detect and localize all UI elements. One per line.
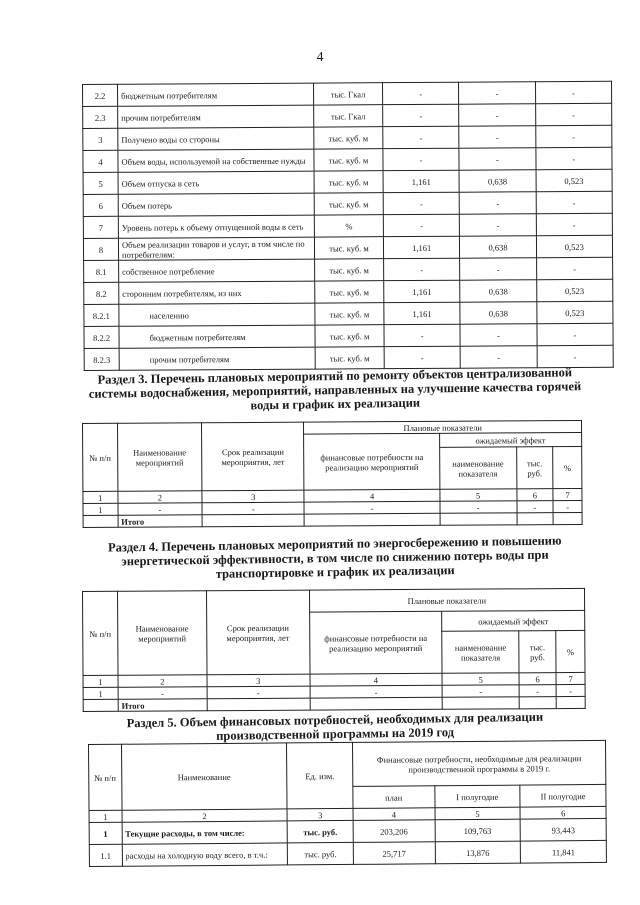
row-name: Текущие расходы, в том числе: — [122, 821, 288, 844]
cell: - — [304, 501, 440, 514]
row-value-h1: - — [460, 324, 536, 346]
col-no: № п/п — [89, 744, 122, 810]
row-value-plan: - — [383, 104, 459, 126]
row-value-h1: - — [460, 214, 536, 236]
cell: - — [207, 686, 310, 699]
row-value-h2: - — [536, 257, 612, 279]
total-row — [83, 696, 585, 711]
num-cell: 6 — [520, 806, 606, 819]
col-rub: тыс. руб. — [519, 631, 556, 673]
cell: - — [519, 685, 556, 697]
row-number: 8.2 — [84, 282, 119, 304]
col-plan: Плановые показатели — [309, 588, 585, 612]
col-name: Наименование мероприятий — [117, 591, 206, 676]
section-3-plan-table — [82, 420, 583, 528]
table-row — [83, 169, 612, 194]
row-unit: тыс. куб. м — [315, 325, 384, 347]
row-number: 8.2.3 — [84, 348, 119, 370]
col-effect: ожидаемый эффект — [439, 432, 581, 447]
row-name: населению — [119, 303, 315, 326]
row-unit: % — [314, 215, 383, 237]
row-name: Уровень потерь к объему отпущенной воды в сеть — [118, 215, 314, 238]
num-cell: 7 — [553, 488, 582, 500]
row-value-h1: 0,638 — [460, 280, 536, 302]
row-value-h2: - — [535, 103, 611, 125]
total-label: Итого — [118, 515, 203, 528]
col-pct: % — [556, 630, 585, 672]
row-number: 2.3 — [83, 106, 118, 128]
col-no: № п/п — [83, 423, 118, 491]
row-unit: тыс. куб. м — [314, 237, 383, 259]
row-number: 8.2.2 — [84, 326, 119, 348]
total-label: Итого — [118, 699, 207, 712]
row-name: прочим потребителям — [119, 347, 315, 370]
financial-needs-table — [88, 740, 607, 867]
cell: - — [516, 501, 553, 513]
row-name: сторонним потребителям, из них — [119, 281, 315, 304]
col-plan: Плановые показатели — [304, 420, 582, 434]
row-number: 3 — [83, 128, 118, 150]
table-row — [84, 257, 613, 282]
table-row — [84, 323, 613, 348]
row-value-plan: - — [383, 126, 459, 148]
row-value-h1: 0,638 — [460, 302, 536, 324]
col-h1: I полугодие — [434, 785, 520, 808]
row-value-h1: 109,763 — [435, 819, 521, 842]
table-row — [83, 81, 612, 106]
row-name: прочим потребителям — [118, 105, 314, 128]
num-cell: 6 — [516, 489, 553, 501]
row-value-plan: - — [383, 214, 459, 236]
table-row — [84, 279, 613, 304]
total-row — [83, 512, 582, 527]
section-4-plan-table — [82, 588, 586, 712]
col-unit: Ед. изм. — [287, 742, 353, 809]
row-unit: тыс. руб. — [287, 820, 353, 843]
table-row — [83, 147, 612, 172]
num-cell: 1 — [83, 491, 118, 503]
num-cell: 3 — [287, 808, 353, 821]
row-name: бюджетным потребителям — [119, 325, 315, 348]
col-fin: Финансовые потребности, необходимые для реализации производственной программы в 2019 г. — [352, 740, 605, 786]
row-value-h2: - — [536, 213, 612, 235]
cell: - — [442, 685, 519, 697]
cell: 1 — [83, 503, 118, 515]
row-value-h1: 0,638 — [459, 170, 535, 192]
row-value-h1: - — [459, 126, 535, 148]
volume-table — [82, 81, 614, 371]
col-name: Наименование — [121, 743, 287, 810]
num-cell: 5 — [440, 489, 517, 501]
num-cell: 6 — [519, 673, 556, 685]
cell: - — [118, 503, 203, 516]
row-value-plan: - — [383, 192, 459, 214]
row-value-plan: 1,161 — [384, 302, 460, 324]
num-cell: 2 — [122, 809, 288, 822]
row-value-h1: - — [459, 148, 535, 170]
row-value-h2: - — [536, 191, 612, 213]
row-value-h1: - — [459, 82, 535, 104]
row-value-h1: - — [460, 258, 536, 280]
row-value-h2: 0,523 — [536, 301, 612, 323]
cell: - — [310, 685, 443, 698]
row-unit: тыс. куб. м — [314, 149, 383, 171]
row-value-plan: 1,161 — [383, 170, 459, 192]
row-value-plan: - — [384, 346, 460, 368]
row-number: 8 — [83, 238, 118, 260]
num-cell: 4 — [310, 673, 443, 686]
row-value-h2: 11,841 — [521, 840, 607, 863]
row-unit: тыс. куб. м — [315, 347, 384, 369]
cell: - — [556, 684, 585, 696]
row-value-plan: 203,206 — [353, 820, 435, 843]
col-effect: ожидаемый эффект — [442, 610, 585, 631]
row-unit: тыс. куб. м — [315, 281, 384, 303]
row-unit: тыс. Гкал — [314, 105, 383, 127]
row-value-h1: - — [460, 346, 536, 368]
row-unit: тыс. Гкал — [313, 83, 382, 105]
row-name: собственное потребление — [119, 259, 315, 282]
col-fin: финансовые потребности на реализацию мероприятий — [304, 433, 440, 490]
row-number: 2.2 — [83, 84, 118, 106]
table-row — [83, 125, 612, 150]
section-3-title: Раздел 3. Перечень плановых мероприятий по ремонту объектов централизованной системы водоснабжения, мероприятий, направленных на улучшение качества горячей воды и график их реализации — [88, 365, 582, 413]
row-name: Объем потерь — [118, 193, 314, 216]
row-value-h2: 0,523 — [536, 169, 612, 191]
row-number: 7 — [83, 216, 118, 238]
row-value-plan: 1,161 — [383, 236, 459, 258]
col-h2: II полугодие — [520, 784, 606, 807]
col-plan: план — [353, 786, 435, 809]
row-number: 1 — [89, 822, 122, 844]
col-indicator: наименование показателя — [440, 447, 517, 489]
num-cell: 4 — [353, 808, 435, 821]
row-unit: тыс. куб. м — [315, 259, 384, 281]
table-row — [84, 301, 613, 326]
col-fin: финансовые потребности на реализацию мероприятий — [309, 611, 442, 674]
row-value-h1: - — [459, 192, 535, 214]
num-cell: 1 — [89, 810, 122, 822]
row-name: Объем реализации товаров и услуг, в том числе по потребителям: — [118, 237, 314, 260]
num-cell: 1 — [83, 675, 118, 687]
num-cell: 2 — [118, 491, 203, 504]
num-cell: 3 — [202, 490, 304, 503]
num-cell: 5 — [435, 807, 521, 820]
row-value-h2: - — [537, 323, 613, 345]
col-indicator: наименование показателя — [442, 631, 519, 673]
table-row — [83, 191, 612, 216]
num-cell: 3 — [207, 674, 310, 687]
num-cell: 7 — [556, 672, 585, 684]
cell: - — [202, 502, 304, 515]
row-value-plan: 25,717 — [353, 842, 435, 865]
table-row — [83, 103, 612, 128]
row-value-h2: - — [537, 345, 613, 367]
row-value-h1: - — [459, 104, 535, 126]
cell: - — [553, 500, 582, 512]
table-row — [83, 213, 612, 238]
row-unit: тыс. руб. — [288, 842, 354, 865]
row-name: бюджетным потребителям — [118, 83, 314, 106]
row-number: 8.2.1 — [84, 304, 119, 326]
row-value-h2: - — [535, 81, 611, 103]
row-value-plan: - — [383, 148, 459, 170]
row-unit: тыс. куб. м — [314, 171, 383, 193]
row-name: Объем отпуска в сеть — [118, 171, 314, 194]
row-value-h2: 93,443 — [520, 818, 606, 841]
row-name: Получено воды со стороны — [118, 127, 314, 150]
row-value-plan: - — [384, 324, 460, 346]
row-number: 6 — [83, 194, 118, 216]
row-value-h2: 0,523 — [536, 235, 612, 257]
col-name: Наименование мероприятий — [117, 423, 202, 492]
num-cell: 4 — [304, 489, 440, 502]
table-row — [89, 840, 606, 866]
row-value-plan: - — [384, 258, 460, 280]
row-name: Объем воды, используемой на собственные нужды — [118, 149, 314, 172]
row-number: 8.1 — [84, 260, 119, 282]
row-number: 1.1 — [89, 844, 122, 866]
col-term: Срок реализации мероприятия, лет — [202, 422, 305, 491]
row-name: расходы на холодную воду всего, в т.ч.: — [122, 843, 288, 866]
section-4-title: Раздел 4. Перечень плановых мероприятий по энергосбережению и повышению энергетической эффективности, в том числе по снижению потерь воды при транспортировке и график их реализации — [107, 533, 562, 581]
col-rub: тыс. руб. — [516, 447, 553, 489]
col-term: Срок реализации мероприятия, лет — [206, 590, 309, 675]
row-value-h2: 0,523 — [536, 279, 612, 301]
row-number: 4 — [83, 150, 118, 172]
cell: 1 — [83, 687, 118, 699]
row-unit: тыс. куб. м — [314, 193, 383, 215]
row-value-h1: 13,876 — [435, 841, 521, 864]
row-unit: тыс. куб. м — [314, 127, 383, 149]
row-number: 5 — [83, 172, 118, 194]
cell: - — [440, 501, 517, 513]
col-pct: % — [553, 446, 582, 488]
page-number: 4 — [316, 50, 324, 65]
row-value-plan: 1,161 — [384, 280, 460, 302]
row-value-h2: - — [535, 125, 611, 147]
row-value-h1: 0,638 — [460, 236, 536, 258]
num-cell: 2 — [118, 675, 207, 688]
num-cell: 5 — [442, 673, 519, 685]
row-unit: тыс. куб. м — [315, 303, 384, 325]
row-value-h2: - — [536, 147, 612, 169]
cell: - — [118, 687, 207, 700]
col-no: № п/п — [83, 591, 118, 675]
row-value-plan: - — [382, 82, 458, 104]
table-row — [83, 235, 612, 260]
section-5-title: Раздел 5. Объем финансовых потребностей, необходимых для реализации производственной программы на 2019 год — [126, 709, 544, 743]
